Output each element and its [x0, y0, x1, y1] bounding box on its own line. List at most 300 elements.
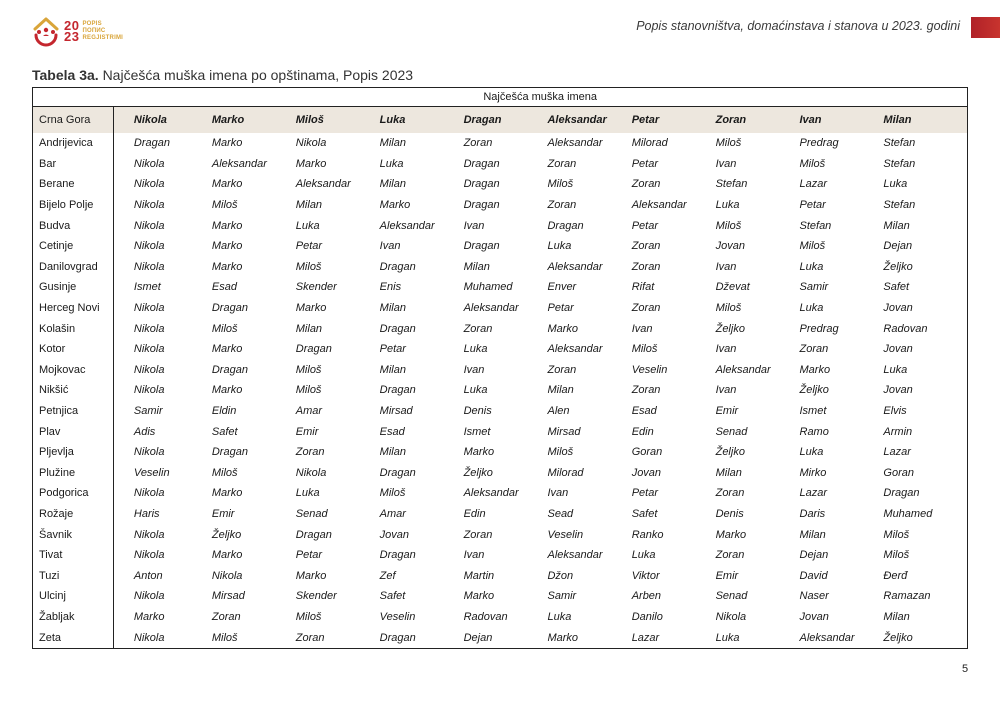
name-cell: Zoran [295, 631, 325, 644]
name-cell: Veselin [133, 466, 170, 479]
name-cell: Dragan [379, 322, 416, 335]
name-cell: Muhamed [463, 281, 513, 294]
name-cell: Dragan [379, 384, 416, 397]
name-cell: Miloš [883, 549, 910, 562]
name-cell: Denis [715, 507, 744, 520]
name-cell: Dragan [211, 302, 248, 315]
name-cell: Milan [883, 107, 967, 134]
name-cell: Miloš [295, 384, 322, 397]
table-title: Najčešća muška imena po opštinama, Popis 2023 [102, 67, 414, 83]
name-cell: Zoran [547, 157, 577, 170]
name-cell: Marko [799, 363, 831, 376]
table-row [33, 257, 968, 278]
name-cell: Milan [715, 466, 742, 479]
municipality-cell: Berane [33, 174, 114, 195]
name-cell: Luka [883, 363, 908, 376]
name-cell: Aleksandar [379, 219, 435, 232]
name-cell: Zoran [715, 487, 745, 500]
table-row [33, 483, 968, 504]
table-row [33, 318, 968, 339]
name-cell: Enver [547, 281, 577, 294]
name-cell: Ramo [799, 425, 829, 438]
name-cell: Dragan [379, 549, 416, 562]
name-cell: Mirko [799, 466, 827, 479]
name-cell: Safet [379, 590, 406, 603]
name-cell: Zoran [463, 528, 493, 541]
total-row [33, 107, 968, 134]
name-cell: Dragan [133, 137, 170, 150]
name-cell: Milan [379, 446, 406, 459]
municipality-cell: Pljevlja [33, 442, 114, 463]
name-cell: Željko [883, 631, 913, 644]
name-cell: Ivan [715, 157, 737, 170]
header-accent-bar [971, 17, 1000, 38]
name-cell: Aleksandar [799, 631, 855, 644]
name-cell: Marko [133, 610, 165, 623]
name-cell: Luka [883, 178, 908, 191]
census-logo [32, 14, 132, 48]
municipality-cell: Danilovgrad [33, 257, 114, 278]
table-row [33, 524, 968, 545]
name-cell: Amar [295, 405, 323, 418]
name-cell: David [799, 569, 828, 582]
name-cell: Luka [380, 107, 464, 134]
name-cell: Ivan [715, 343, 737, 356]
name-cell: Dragan [379, 466, 416, 479]
name-cell: Marko [295, 569, 327, 582]
name-cell: Ivan [379, 240, 401, 253]
name-cell: Nikola [133, 590, 165, 603]
name-cell: Milan [379, 137, 406, 150]
name-cell: Nikola [133, 446, 165, 459]
name-cell: Zoran [799, 343, 829, 356]
name-cell: Miloš [715, 137, 742, 150]
name-cell: Marko [211, 219, 243, 232]
name-cell: Milorad [631, 137, 668, 150]
name-cell: Mirsad [547, 425, 581, 438]
name-cell: Nikola [113, 107, 211, 134]
names-table [32, 87, 968, 649]
name-cell: Arben [631, 590, 662, 603]
name-cell: Amar [379, 507, 406, 520]
name-cell: Aleksandar [547, 260, 603, 273]
name-cell: Aleksandar [547, 107, 631, 134]
name-cell: Đerđ [883, 569, 908, 582]
name-cell: Jovan [379, 528, 410, 541]
name-cell: Luka [799, 446, 824, 459]
name-cell: Jovan [883, 302, 913, 315]
table-row [33, 565, 968, 586]
name-cell: Radovan [463, 610, 508, 623]
page-number: 5 [962, 663, 969, 675]
table-label: Tabela 3a. [32, 67, 99, 83]
municipality-cell: Nikšić [33, 380, 114, 401]
name-cell: Zoran [631, 260, 661, 273]
name-cell: Miloš [211, 322, 238, 335]
name-cell: Marko [211, 487, 243, 500]
name-cell: Dragan [211, 446, 248, 459]
municipality-cell: Herceg Novi [33, 298, 114, 319]
name-cell: Miloš [631, 343, 658, 356]
table-body [33, 107, 968, 649]
name-cell: Miloš [295, 260, 322, 273]
name-cell: Marko [211, 549, 243, 562]
name-cell: Anton [133, 569, 163, 582]
table-row [33, 339, 968, 360]
name-cell: Eldin [211, 405, 237, 418]
name-cell: Nikola [133, 631, 165, 644]
name-cell: Miloš [296, 107, 380, 134]
name-cell: Goran [631, 446, 663, 459]
name-cell: Nikola [133, 343, 165, 356]
name-cell: Dragan [463, 240, 500, 253]
name-cell: Miloš [547, 178, 574, 191]
table-row [33, 627, 968, 648]
name-cell: Marko [211, 384, 243, 397]
name-cell: Luka [295, 487, 320, 500]
name-cell: Ramazan [883, 590, 931, 603]
table-row [33, 607, 968, 628]
table-row [33, 463, 968, 484]
name-cell: Ivan [715, 260, 737, 273]
name-cell: Petar [379, 343, 406, 356]
name-cell: Aleksandar [547, 549, 603, 562]
municipality-cell: Mojkovac [33, 360, 114, 381]
name-cell: Emir [715, 405, 739, 418]
name-cell: Dragan [295, 343, 332, 356]
name-cell: Petar [631, 487, 658, 500]
name-cell: Miloš [211, 199, 238, 212]
name-cell: Luka [295, 219, 320, 232]
name-cell: Nikola [133, 302, 165, 315]
name-cell: Luka [547, 610, 572, 623]
table-row [33, 545, 968, 566]
name-cell: Zoran [631, 240, 661, 253]
name-cell: Dragan [547, 219, 584, 232]
table-row [33, 298, 968, 319]
name-cell: Miloš [379, 487, 406, 500]
name-cell: Marko [211, 260, 243, 273]
name-cell: Dragan [379, 260, 416, 273]
municipality-cell: Tuzi [33, 565, 114, 586]
name-cell: Senad [715, 590, 748, 603]
name-cell: Petar [631, 219, 658, 232]
name-cell: Zoran [716, 107, 800, 134]
table-row [33, 215, 968, 236]
name-cell: Milan [295, 322, 323, 335]
name-cell: Nikola [133, 199, 165, 212]
name-cell: Nikola [133, 363, 165, 376]
name-cell: Nikola [133, 487, 165, 500]
name-cell: Luka [799, 302, 824, 315]
name-cell: Aleksandar [463, 487, 519, 500]
name-cell: Jovan [799, 610, 829, 623]
name-cell: Naser [799, 590, 829, 603]
municipality-cell: Crna Gora [33, 107, 114, 134]
name-cell: Džon [547, 569, 574, 582]
name-cell: Marko [463, 590, 495, 603]
name-cell: Miloš [799, 240, 826, 253]
name-cell: Emir [715, 569, 739, 582]
name-cell: Zoran [631, 178, 661, 191]
name-cell: Marko [547, 322, 579, 335]
name-cell: Luka [799, 260, 824, 273]
name-cell: Lazar [883, 446, 911, 459]
name-cell: Zef [379, 569, 396, 582]
name-cell: Mirsad [379, 405, 413, 418]
name-cell: Edin [463, 507, 486, 520]
name-cell: Milan [883, 610, 910, 623]
name-cell: Luka [463, 384, 488, 397]
name-cell: Aleksandar [211, 157, 267, 170]
name-cell: Luka [715, 199, 740, 212]
name-cell: Senad [715, 425, 748, 438]
name-cell: Aleksandar [463, 302, 519, 315]
name-cell: Stefan [883, 137, 916, 150]
name-cell: Ivan [463, 363, 485, 376]
name-cell: Zoran [715, 549, 745, 562]
name-cell: Nikola [133, 178, 165, 191]
name-cell: Aleksandar [631, 199, 687, 212]
name-cell: Željko [463, 466, 493, 479]
municipality-cell: Petnjica [33, 401, 114, 422]
name-cell: Marko [211, 178, 243, 191]
municipality-cell: Budva [33, 215, 114, 236]
name-cell: Esad [631, 405, 657, 418]
table-row [33, 133, 968, 154]
name-cell: Samir [799, 281, 829, 294]
name-cell: Jovan [631, 466, 662, 479]
table-row [33, 504, 968, 525]
table-super-header-row [33, 88, 968, 107]
logo-year: 20 23 [64, 18, 80, 44]
name-cell: Ismet [799, 405, 827, 418]
name-cell: Marko [715, 528, 747, 541]
name-cell: Ivan [463, 219, 485, 232]
name-cell: Esad [379, 425, 405, 438]
name-cell: Dragan [464, 107, 548, 134]
name-cell: Petar [799, 199, 826, 212]
name-cell: Safet [211, 425, 238, 438]
table-row [33, 380, 968, 401]
name-cell: Daris [799, 507, 826, 520]
municipality-cell: Bijelo Polje [33, 195, 114, 216]
name-cell: Milan [547, 384, 574, 397]
name-cell: Željko [211, 528, 242, 541]
name-cell: Nikola [133, 322, 165, 335]
municipality-cell: Cetinje [33, 236, 114, 257]
name-cell: Armin [883, 425, 913, 438]
name-cell: Safet [631, 507, 658, 520]
name-cell: Luka [463, 343, 488, 356]
name-cell: Veselin [547, 528, 584, 541]
name-cell: Dragan [883, 487, 920, 500]
name-cell: Željko [883, 260, 913, 273]
municipality-cell: Podgorica [33, 483, 114, 504]
name-cell: Ivan [463, 549, 485, 562]
name-cell: Senad [295, 507, 328, 520]
name-cell: Nikola [133, 240, 165, 253]
table-caption [32, 67, 413, 83]
name-cell: Nikola [211, 569, 243, 582]
name-cell: Emir [295, 425, 319, 438]
name-cell: Zoran [295, 446, 325, 459]
name-cell: Predrag [799, 322, 839, 335]
municipality-cell: Žabljak [33, 607, 114, 628]
municipality-cell: Kotor [33, 339, 114, 360]
name-cell: Zoran [211, 610, 241, 623]
name-cell: Veselin [379, 610, 416, 623]
name-cell: Miloš [295, 363, 322, 376]
name-cell: Petar [631, 157, 658, 170]
municipality-cell: Gusinje [33, 277, 114, 298]
table-row [33, 277, 968, 298]
name-cell: Dragan [463, 199, 500, 212]
name-cell: Milan [883, 219, 910, 232]
municipality-cell: Andrijevica [33, 133, 114, 154]
name-cell: Nikola [133, 219, 165, 232]
name-cell: Dragan [211, 363, 248, 376]
name-cell: Stefan [883, 157, 916, 170]
name-cell: Stefan [883, 199, 916, 212]
name-cell: Edin [631, 425, 654, 438]
name-cell: Jovan [883, 384, 913, 397]
name-cell: Petar [295, 240, 323, 253]
name-cell: Skender [295, 590, 337, 603]
name-cell: Aleksandar [547, 137, 603, 150]
name-cell: Marko [295, 302, 327, 315]
name-cell: Lazar [631, 631, 660, 644]
name-cell: Nikola [715, 610, 747, 623]
name-cell: Zoran [547, 363, 577, 376]
table-row [33, 236, 968, 257]
name-cell: Milan [379, 302, 406, 315]
name-cell: Jovan [883, 343, 913, 356]
name-cell: Stefan [799, 219, 832, 232]
name-cell: Dejan [799, 549, 829, 562]
table-super-header: Najčešća muška imena [113, 88, 967, 107]
name-cell: Miloš [715, 219, 742, 232]
name-cell: Samir [133, 405, 163, 418]
name-cell: Željko [799, 384, 829, 397]
logo-words: POPIS ПОПИС REGJISTRIMI [82, 20, 124, 41]
name-cell: Zoran [463, 322, 493, 335]
name-cell: Predrag [799, 137, 839, 150]
municipality-cell: Zeta [33, 627, 114, 648]
name-cell: Nikola [133, 528, 165, 541]
name-cell: Nikola [295, 137, 327, 150]
name-cell: Željko [715, 322, 745, 335]
name-cell: Dževat [715, 281, 750, 294]
name-cell: Miloš [211, 631, 238, 644]
name-cell: Miloš [799, 157, 826, 170]
name-cell: Sead [547, 507, 574, 520]
name-cell: Zoran [631, 302, 661, 315]
name-cell: Dragan [463, 157, 500, 170]
table-row [33, 401, 968, 422]
name-cell: Jovan [715, 240, 745, 253]
name-cell: Aleksandar [715, 363, 771, 376]
table-row [33, 174, 968, 195]
name-cell: Aleksandar [295, 178, 351, 191]
name-cell: Ismet [133, 281, 161, 294]
name-cell: Dragan [295, 528, 332, 541]
name-cell: Nikola [133, 549, 165, 562]
municipality-cell: Kolašin [33, 318, 114, 339]
table-row [33, 442, 968, 463]
name-cell: Luka [379, 157, 404, 170]
name-cell: Petar [547, 302, 574, 315]
name-cell: Petar [632, 107, 716, 134]
name-cell: Miloš [295, 610, 322, 623]
name-cell: Safet [883, 281, 910, 294]
name-cell: Milan [799, 528, 826, 541]
name-cell: Skender [295, 281, 337, 294]
name-cell: Viktor [631, 569, 660, 582]
name-cell: Radovan [883, 322, 928, 335]
name-cell: Luka [547, 240, 572, 253]
table-row [33, 154, 968, 175]
name-cell: Samir [547, 590, 577, 603]
name-cell: Martin [463, 569, 495, 582]
name-cell: Rifat [631, 281, 655, 294]
name-cell: Adis [133, 425, 156, 438]
name-cell: Veselin [631, 363, 668, 376]
name-cell: Marko [212, 107, 296, 134]
municipality-cell: Bar [33, 154, 114, 175]
name-cell: Marko [211, 240, 243, 253]
name-cell: Marko [211, 343, 243, 356]
name-cell: Nikola [295, 466, 327, 479]
name-cell: Enis [379, 281, 402, 294]
name-cell: Denis [463, 405, 492, 418]
name-cell: Marko [295, 157, 327, 170]
name-cell: Nikola [133, 157, 165, 170]
table-row [33, 421, 968, 442]
name-cell: Lazar [799, 178, 828, 191]
name-cell: Danilo [631, 610, 663, 623]
table-row [33, 195, 968, 216]
document-header-title: Popis stanovništva, domaćinstava i stanova u 2023. godini [636, 19, 960, 33]
name-cell: Željko [715, 446, 745, 459]
name-cell: Ivan [800, 107, 884, 134]
name-cell: Ivan [547, 487, 569, 500]
name-cell: Esad [211, 281, 237, 294]
name-cell: Marko [211, 137, 243, 150]
municipality-cell: Šavnik [33, 524, 114, 545]
name-cell: Emir [211, 507, 235, 520]
name-cell: Nikola [133, 384, 165, 397]
name-cell: Zoran [463, 137, 493, 150]
name-cell: Ismet [463, 425, 491, 438]
name-cell: Luka [631, 549, 656, 562]
name-cell: Miloš [715, 302, 742, 315]
name-cell: Miloš [547, 446, 574, 459]
name-cell: Marko [379, 199, 411, 212]
name-cell: Nikola [133, 260, 165, 273]
name-cell: Zoran [547, 199, 577, 212]
name-cell: Alen [547, 405, 570, 418]
house-people-icon [32, 15, 60, 47]
name-cell: Goran [883, 466, 914, 479]
name-cell: Elvis [883, 405, 907, 418]
municipality-cell: Plav [33, 421, 114, 442]
table-row [33, 360, 968, 381]
name-cell: Dejan [883, 240, 913, 253]
name-cell: Dragan [463, 178, 500, 191]
name-cell: Milorad [547, 466, 584, 479]
name-cell: Zoran [631, 384, 661, 397]
